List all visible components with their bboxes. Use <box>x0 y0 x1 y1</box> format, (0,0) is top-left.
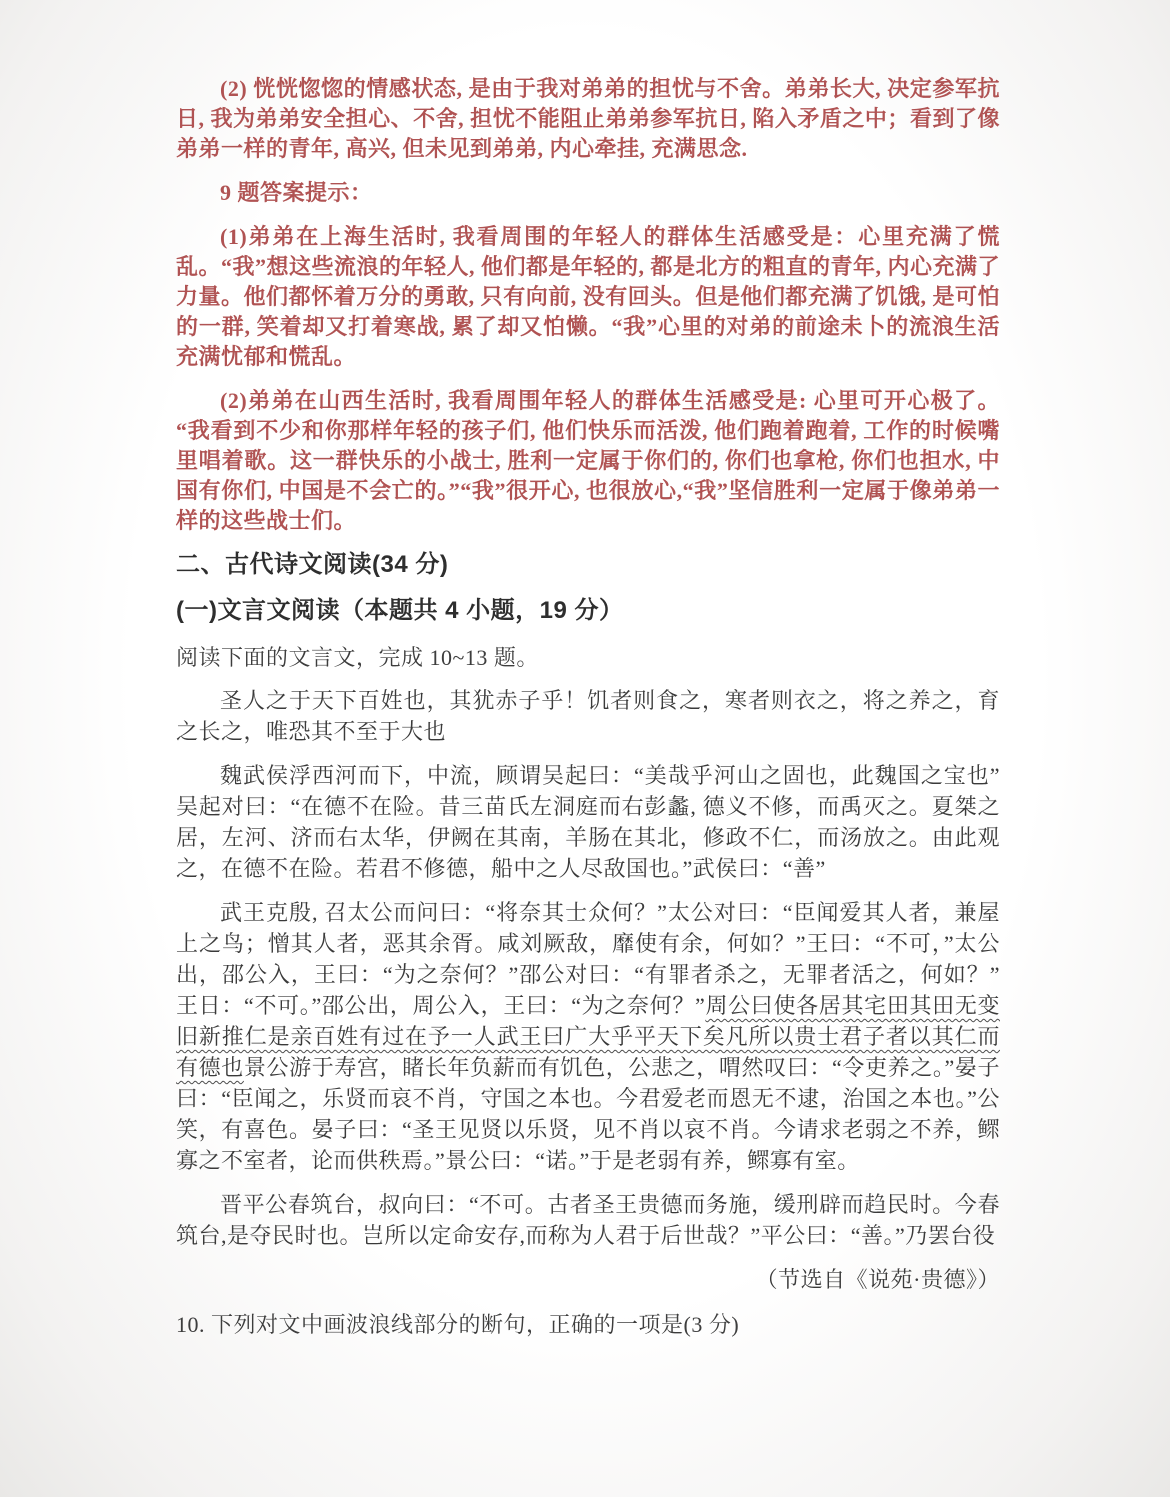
subsection-heading: (一)文言文阅读（本题共 4 小题，19 分） <box>176 597 624 624</box>
answer-9-item-1: (1)弟弟在上海生活时, 我看周围的年轻人的群体生活感受是：心里充满了慌乱。“我”想这些流浪的年轻人, 他们都是年轻的, 都是北方的粗直的青年, 内心充满了力量。他们都怀着万分的勇敢, 只有向前, 没有回头。但是他们都充满了饥饿, 是可怕的一群, 笑着却又打着寒战, 累了却又怕懒。“我”心里的对弟的前途未卜的流浪生活充满忧郁和慌乱。 <box>176 224 1001 369</box>
passage-paragraph-1: 圣人之于天下百姓也，其犹赤子乎！饥者则食之，寒者则衣之，将之养之，育之长之，唯恐其不至于大也 <box>176 688 1000 744</box>
passage-paragraph-2: 魏武侯浮西河而下，中流，顾谓吴起曰：“美哉乎河山之固也，此魏国之宝也”吴起对曰：“在德不在险。昔三苗氏左洞庭而右彭蠡, 德义不修，而禹灭之。夏桀之居，左河、济而右太华，伊阙在其南，羊肠在其北，修政不仁，而汤放之。由此观之，在德不在险。若君不修德，船中之人尽敌国也。”武侯曰：“善” <box>176 763 1000 881</box>
passage-paragraph-4: 晋平公春筑台，叔向曰：“不可。古者圣王贵德而务施，缓刑辟而趋民时。今春筑台,是夺民时也。岂所以定命安存,而称为人君于后世哉？”平公曰：“善。”乃罢台役 <box>176 1192 1000 1248</box>
answer-9-item-2: (2)弟弟在山西生活时, 我看周围年轻人的群体生活感受是: 心里可开心极了。“我看到不少和你那样年轻的孩子们, 他们快乐而活泼, 他们跑着跑着, 工作的时候嘴里唱着歌。这一群快乐的小战士, 胜利一定属于你们的, 你们也拿枪, 你们也担水, 中国有你们, 中国是不会亡的。”“我”很开心, 也很放心,“我”坚信胜利一定属于像弟弟一样的这些战士们。 <box>176 388 1000 533</box>
question-10-stem: 10. 下列对文中画波浪线部分的断句，正确的一项是(3 分) <box>176 1312 740 1337</box>
passage-paragraph-3-plain-start: 武王克殷, 召太公而问曰：“将奈其士众何？”太公对曰：“臣闻爱其人者，兼屋上之鸟；憎其人者，恶其余胥。咸刘厥敌，靡使有余，何如？”王曰：“不可，”太公出，邵公入，王曰：“为之奈何？”邵公对曰：“有罪者杀之，无罪者活之，何如？”王日：“不可。”邵公出，周公入，王曰：“为之奈何？” <box>176 900 1000 1018</box>
reading-instruction: 阅读下面的文言文，完成 10~13 题。 <box>176 645 539 670</box>
answer-9-part2-paragraph: (2) 恍恍惚惚的情感状态, 是由于我对弟弟的担忧与不舍。弟弟长大, 决定参军抗日, 我为弟弟安全担心、不舍, 担忧不能阻止弟弟参军抗日, 陷入矛盾之中；看到了像弟弟一样的青年, 高兴, 但未见到弟弟, 内心牵挂, 充满思念. <box>176 76 1000 161</box>
passage-paragraph-3 <box>176 897 1000 1176</box>
section-heading: 二、古代诗文阅读(34 分) <box>176 551 449 578</box>
classical-reading-section <box>176 550 1000 1340</box>
passage-wavy-underline-segment: 周公曰使各居其宅田其田无变旧新推仁是亲百姓有过在予一人武王曰广大乎平天下矣凡所以贵士君子者以其仁而有德也 <box>176 993 1000 1080</box>
passage-paragraph-3-plain-end: 景公游于寿宫，睹长年负薪而有饥色，公悲之，喟然叹曰：“令吏养之。”晏子曰：“臣闻之，乐贤而哀不肖，守国之本也。今君爱老而恩无不逮，治国之本也。”公笑，有喜色。晏子曰：“圣王见贤以乐贤，见不肖以哀不肖。今请求老弱之不养，鳏寡之不室者，论而供秩焉。”景公曰：“诺。”于是老弱有养，鳏寡有室。 <box>176 1055 1000 1173</box>
passage-source-citation: （节选自《说苑·贵德》） <box>755 1267 1000 1292</box>
answer-key-section <box>176 74 1000 536</box>
answer-9-heading: 9 题答案提示： <box>220 180 373 205</box>
